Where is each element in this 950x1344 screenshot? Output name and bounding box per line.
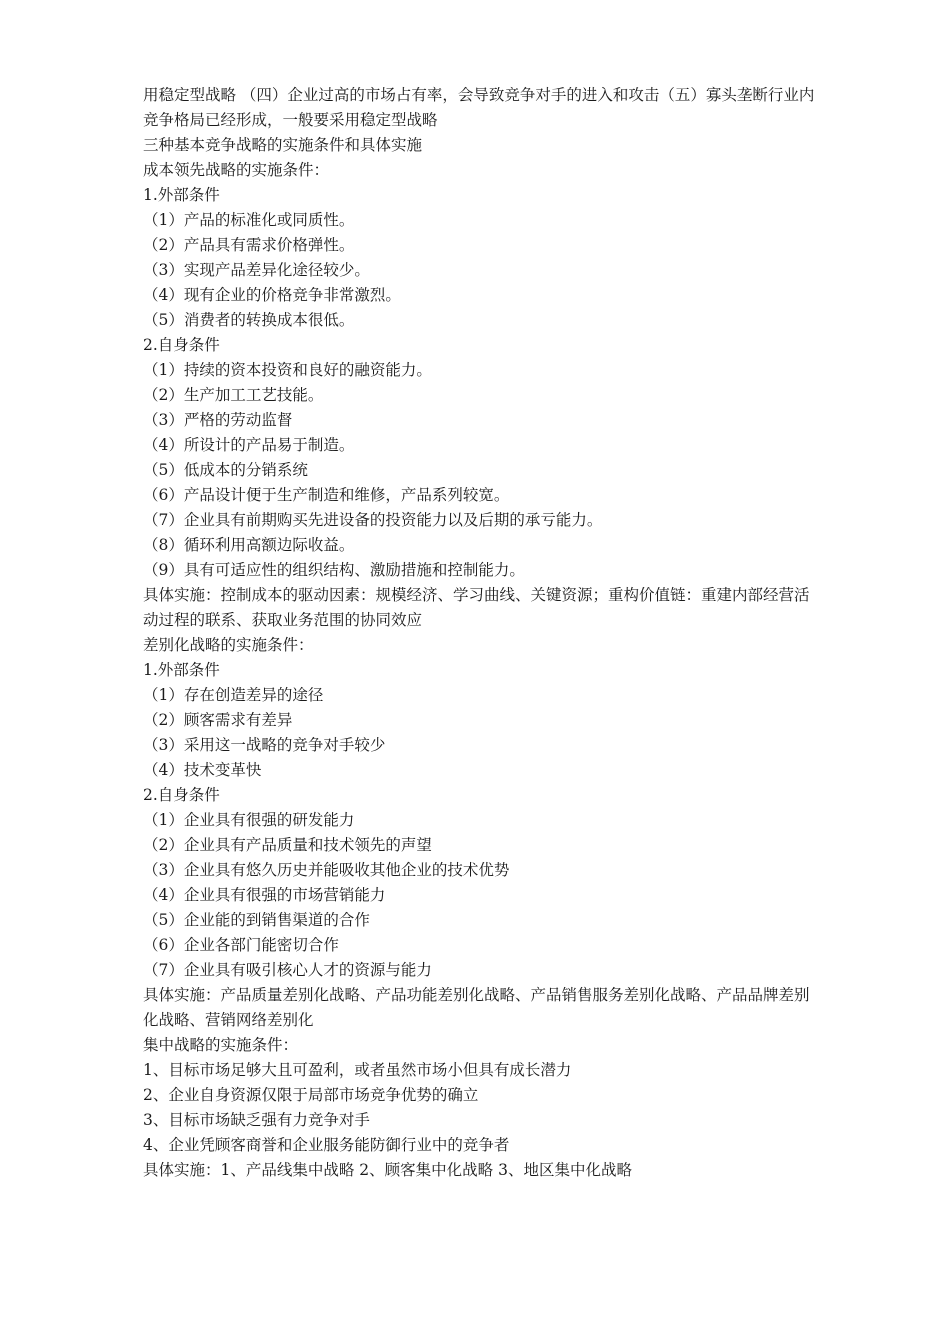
list-item: （1）产品的标准化或同质性。	[143, 211, 355, 229]
subheading-external-conditions: 1.外部条件	[143, 661, 220, 679]
paragraph-stable-strategy: 用稳定型战略 （四）企业过高的市场占有率，会导致竞争对手的进入和攻击（五）寡头垄断行业内竞争格局已经形成，一般要采用稳定型战略	[143, 86, 815, 129]
list-item: （1）企业具有很强的研发能力	[143, 811, 355, 829]
list-item: 1、目标市场足够大且可盈利，或者虽然市场小但具有成长潜力	[143, 1061, 572, 1079]
list-item: 3、目标市场缺乏强有力竞争对手	[143, 1111, 370, 1129]
list-item: （3）实现产品差异化途径较少。	[143, 261, 370, 279]
list-item: （4）现有企业的价格竞争非常激烈。	[143, 286, 401, 304]
heading-differentiation: 差别化战略的实施条件：	[143, 636, 314, 654]
list-item: （4）企业具有很强的市场营销能力	[143, 886, 386, 904]
paragraph-cost-implementation: 具体实施：控制成本的驱动因素：规模经济、学习曲线、关键资源；重构价值链：重建内部经营活动过程的联系、获取业务范围的协同效应	[143, 586, 810, 629]
subheading-internal-conditions: 2.自身条件	[143, 786, 220, 804]
list-item: （9）具有可适应性的组织结构、激励措施和控制能力。	[143, 561, 525, 579]
list-item: （1）存在创造差异的途径	[143, 686, 324, 704]
list-item: （7）企业具有前期购买先进设备的投资能力以及后期的承亏能力。	[143, 511, 603, 529]
list-item: 2、企业自身资源仅限于局部市场竞争优势的确立	[143, 1086, 479, 1104]
list-item: （5）消费者的转换成本很低。	[143, 311, 355, 329]
list-item: （6）企业各部门能密切合作	[143, 936, 339, 954]
subheading-external-conditions: 1.外部条件	[143, 186, 220, 204]
list-item: （6）产品设计便于生产制造和维修，产品系列较宽。	[143, 486, 510, 504]
heading-three-strategies: 三种基本竞争战略的实施条件和具体实施	[143, 136, 423, 154]
list-item: （2）顾客需求有差异	[143, 711, 293, 729]
list-item: （3）采用这一战略的竞争对手较少	[143, 736, 386, 754]
list-item: （5）企业能的到销售渠道的合作	[143, 911, 370, 929]
list-item: （1）持续的资本投资和良好的融资能力。	[143, 361, 432, 379]
list-item: 4、企业凭顾客商誉和企业服务能防御行业中的竞争者	[143, 1136, 510, 1154]
paragraph-differentiation-implementation: 具体实施：产品质量差别化战略、产品功能差别化战略、产品销售服务差别化战略、产品品牌差别化战略、营销网络差别化	[143, 986, 810, 1029]
heading-focus-strategy: 集中战略的实施条件：	[143, 1036, 299, 1054]
subheading-internal-conditions: 2.自身条件	[143, 336, 220, 354]
list-item: （5）低成本的分销系统	[143, 461, 308, 479]
list-item: （2）生产加工工艺技能。	[143, 386, 324, 404]
list-item: （2）产品具有需求价格弹性。	[143, 236, 355, 254]
heading-cost-leadership: 成本领先战略的实施条件：	[143, 161, 330, 179]
list-item: （3）严格的劳动监督	[143, 411, 293, 429]
list-item: （2）企业具有产品质量和技术领先的声望	[143, 836, 432, 854]
list-item: （4）技术变革快	[143, 761, 262, 779]
list-item: （7）企业具有吸引核心人才的资源与能力	[143, 961, 432, 979]
list-item: （8）循环利用高额边际收益。	[143, 536, 355, 554]
list-item: （4）所设计的产品易于制造。	[143, 436, 355, 454]
list-item: （3）企业具有悠久历史并能吸收其他企业的技术优势	[143, 861, 510, 879]
document-body	[143, 83, 823, 1183]
paragraph-focus-implementation: 具体实施：1、产品线集中战略 2、顾客集中化战略 3、地区集中化战略	[143, 1161, 632, 1179]
